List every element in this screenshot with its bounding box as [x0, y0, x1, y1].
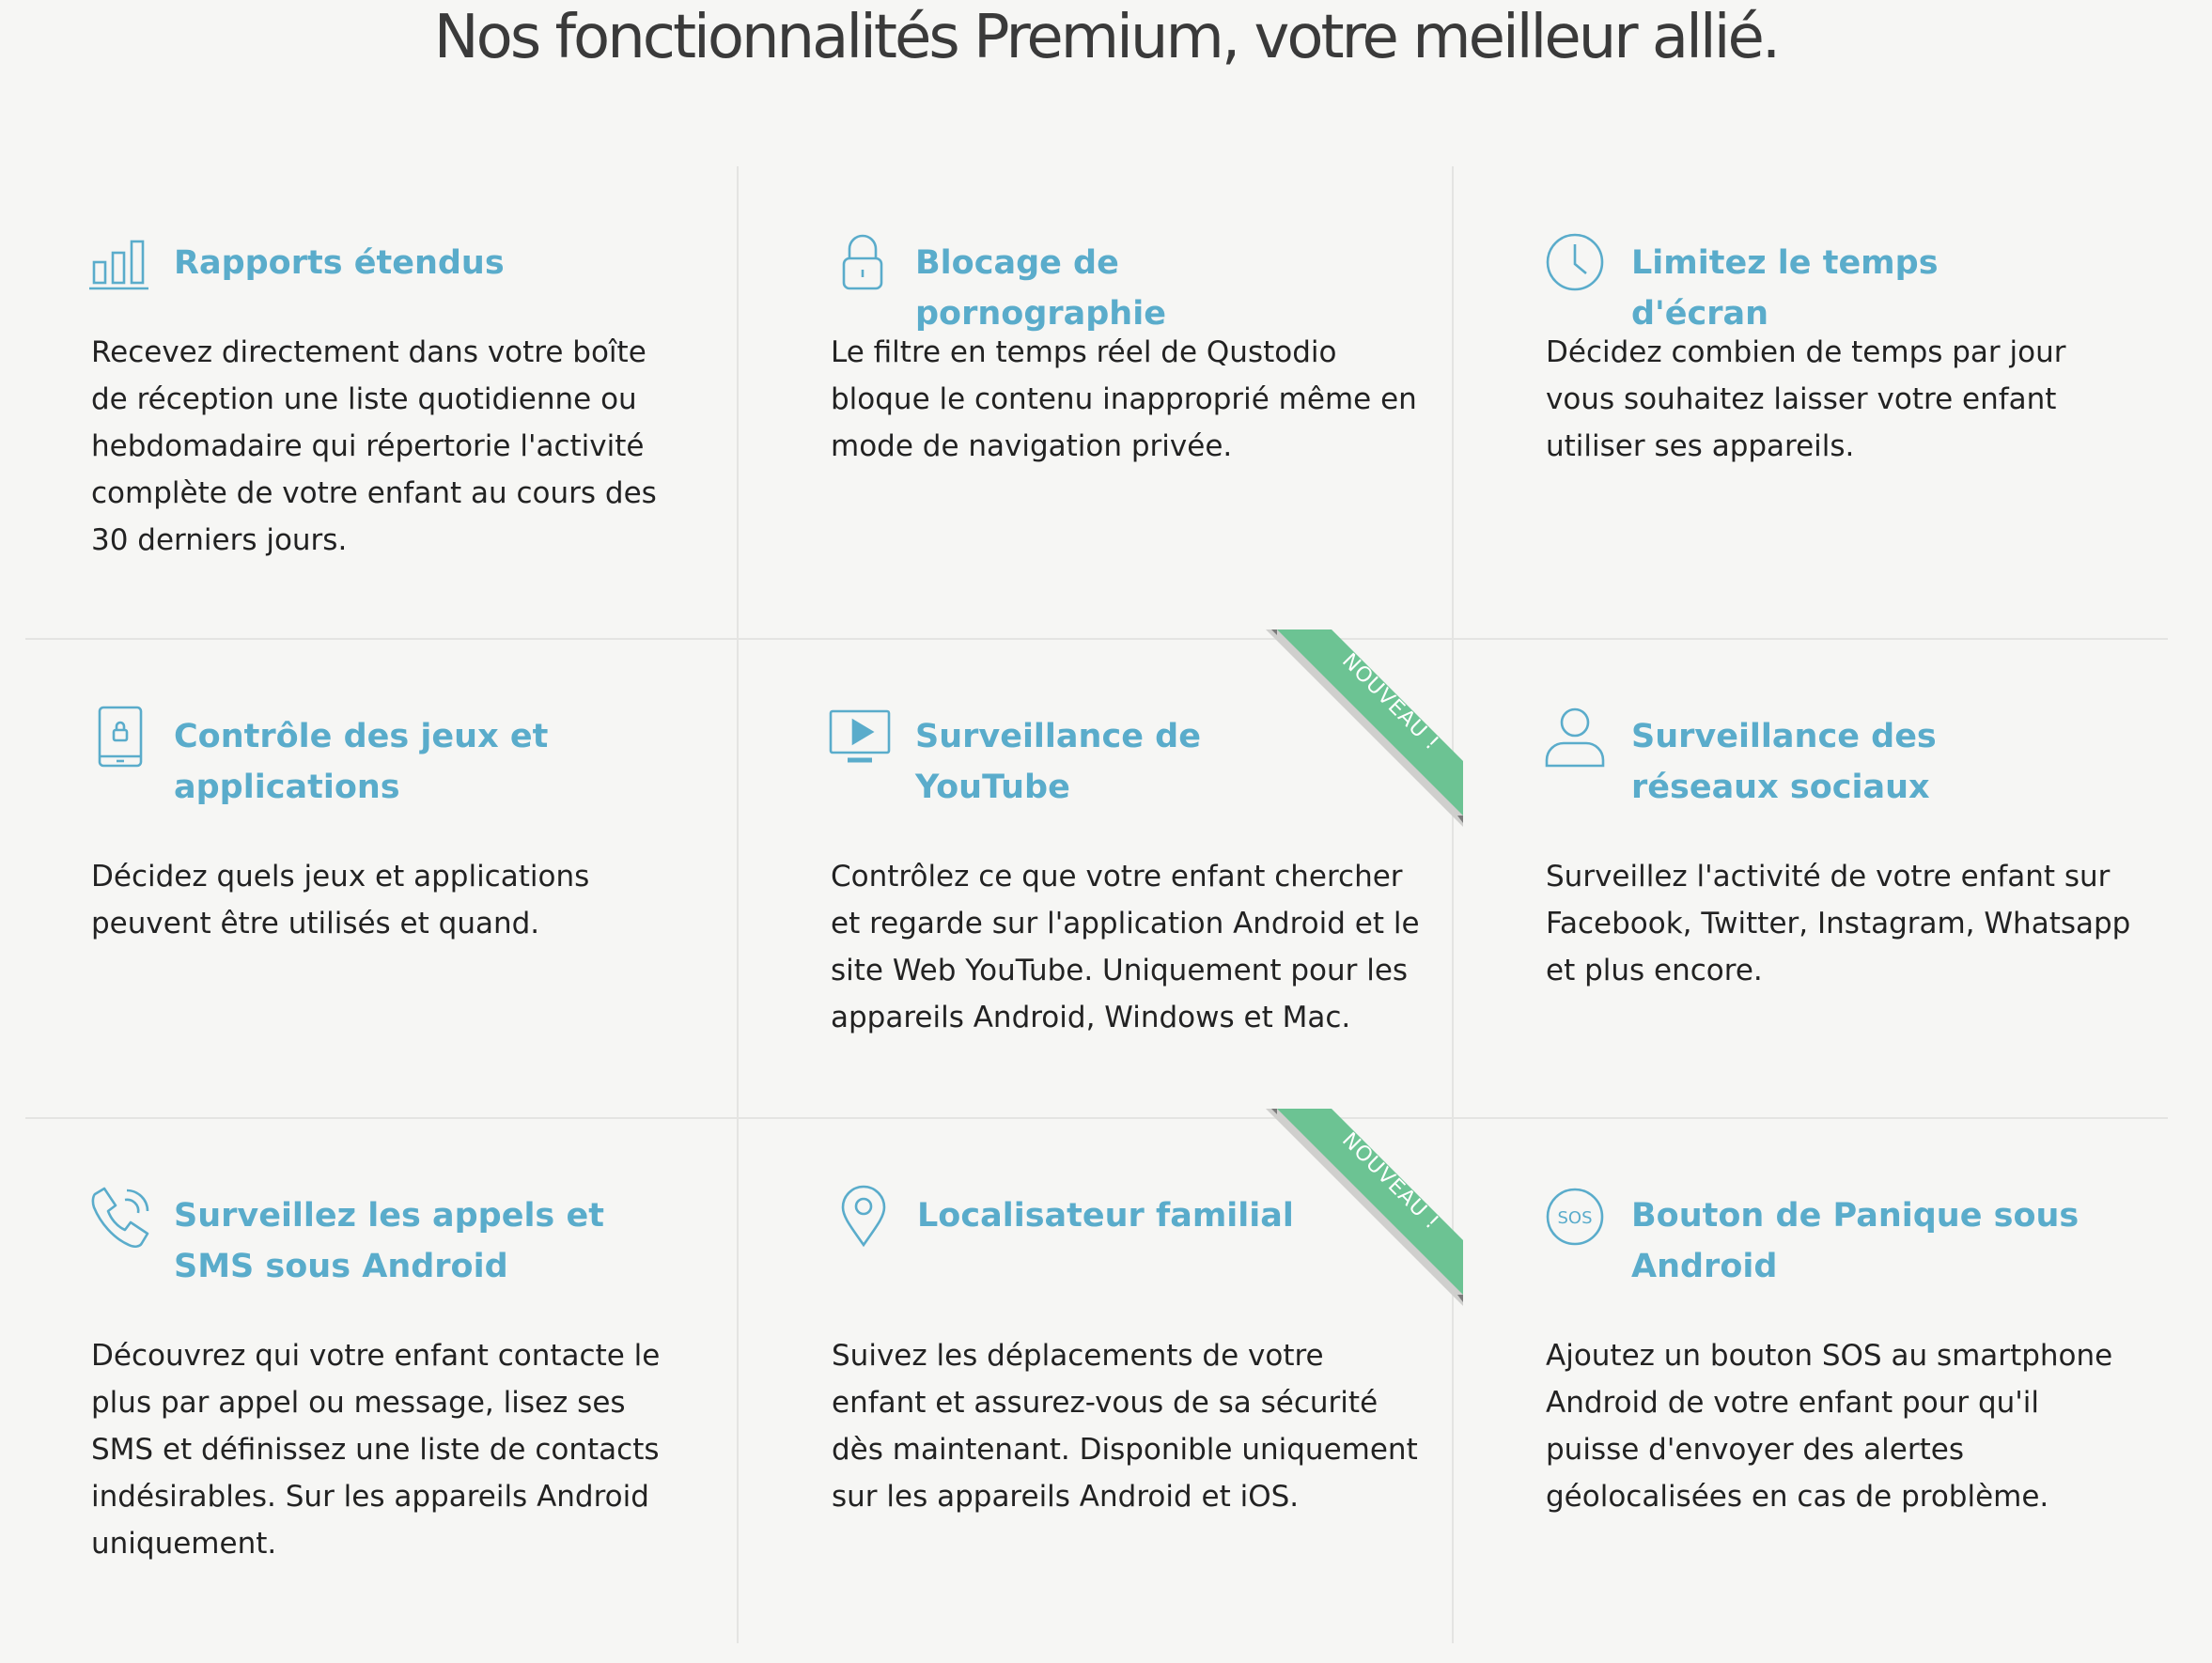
- feature-title: Surveillance de YouTube: [915, 718, 1201, 806]
- features-grid: [25, 166, 2168, 1643]
- feature-description: Ajoutez un bouton SOS au smartphone Android de votre enfant pour qu'il puisse d'envoyer des alertes géolocalisées en cas de problème.: [1546, 1339, 2113, 1514]
- feature-title: Localisateur familial: [917, 1197, 1294, 1235]
- new-badge-label: NOUVEAU !: [1337, 648, 1444, 755]
- tablet-lock-icon: [88, 706, 152, 769]
- feature-description: Le filtre en temps réel de Qustodio bloque le contenu inapproprié même en mode de navigation privée.: [831, 335, 1417, 463]
- feature-card-reseaux-sociaux: [1454, 640, 2168, 1119]
- feature-title: Bouton de Panique sous Android: [1631, 1197, 2080, 1285]
- new-badge-label: NOUVEAU !: [1337, 1127, 1444, 1235]
- feature-card-appels-sms: [25, 1119, 739, 1643]
- sos-icon: [1543, 1185, 1607, 1249]
- sos-icon-label: SOS: [1557, 1208, 1593, 1228]
- phone-call-icon: [89, 1185, 153, 1249]
- video-play-icon: [829, 706, 893, 769]
- feature-title: Blocage de pornographie: [915, 244, 1166, 333]
- feature-card-blocage: [739, 166, 1454, 640]
- feature-card-temps-ecran: [1454, 166, 2168, 640]
- feature-description: Décidez combien de temps par jour vous souhaitez laisser votre enfant utiliser ses appareils.: [1546, 335, 2066, 463]
- feature-title: Surveillez les appels et SMS sous Android: [174, 1197, 604, 1285]
- feature-description: Contrôlez ce que votre enfant chercher et regarde sur l'application Android et le site Web YouTube. Uniquement pour les appareils Android, Windows et Mac.: [831, 860, 1420, 1034]
- feature-title: Contrôle des jeux et applications: [174, 718, 549, 806]
- new-badge-ribbon: [1266, 629, 1463, 827]
- feature-card-jeux-applications: [25, 640, 739, 1119]
- feature-card-rapports: [25, 166, 739, 640]
- feature-title: Limitez le temps d'écran: [1631, 244, 1939, 333]
- feature-description: Recevez directement dans votre boîte de réception une liste quotidienne ou hebdomadaire qui répertorie l'activité complète de votre enfant au cours des 30 derniers jours.: [91, 335, 657, 557]
- new-badge-ribbon: [1266, 1109, 1463, 1306]
- padlock-icon: [831, 230, 895, 294]
- feature-description: Décidez quels jeux et applications peuvent être utilisés et quand.: [91, 860, 590, 940]
- map-pin-icon: [832, 1185, 896, 1249]
- page-title: Nos fonctionnalités Premium, votre meilleur allié.: [433, 3, 1779, 72]
- feature-title: Rapports étendus: [174, 244, 505, 282]
- feature-description: Découvrez qui votre enfant contacte le plus par appel ou message, lisez ses SMS et définissez une liste de contacts indésirables. Sur les appareils Android uniquement.: [91, 1339, 661, 1561]
- feature-card-bouton-panique: [1454, 1119, 2168, 1643]
- clock-icon: [1543, 230, 1607, 294]
- bar-chart-icon: [88, 230, 152, 294]
- user-icon: [1543, 706, 1607, 769]
- feature-description: Suivez les déplacements de votre enfant et assurez-vous de sa sécurité dès maintenant. Disponible uniquement sur les appareils Android et iOS.: [832, 1339, 1418, 1514]
- feature-description: Surveillez l'activité de votre enfant sur Facebook, Twitter, Instagram, Whatsapp et plus encore.: [1546, 860, 2131, 987]
- feature-title: Surveillance des réseaux sociaux: [1631, 718, 1937, 806]
